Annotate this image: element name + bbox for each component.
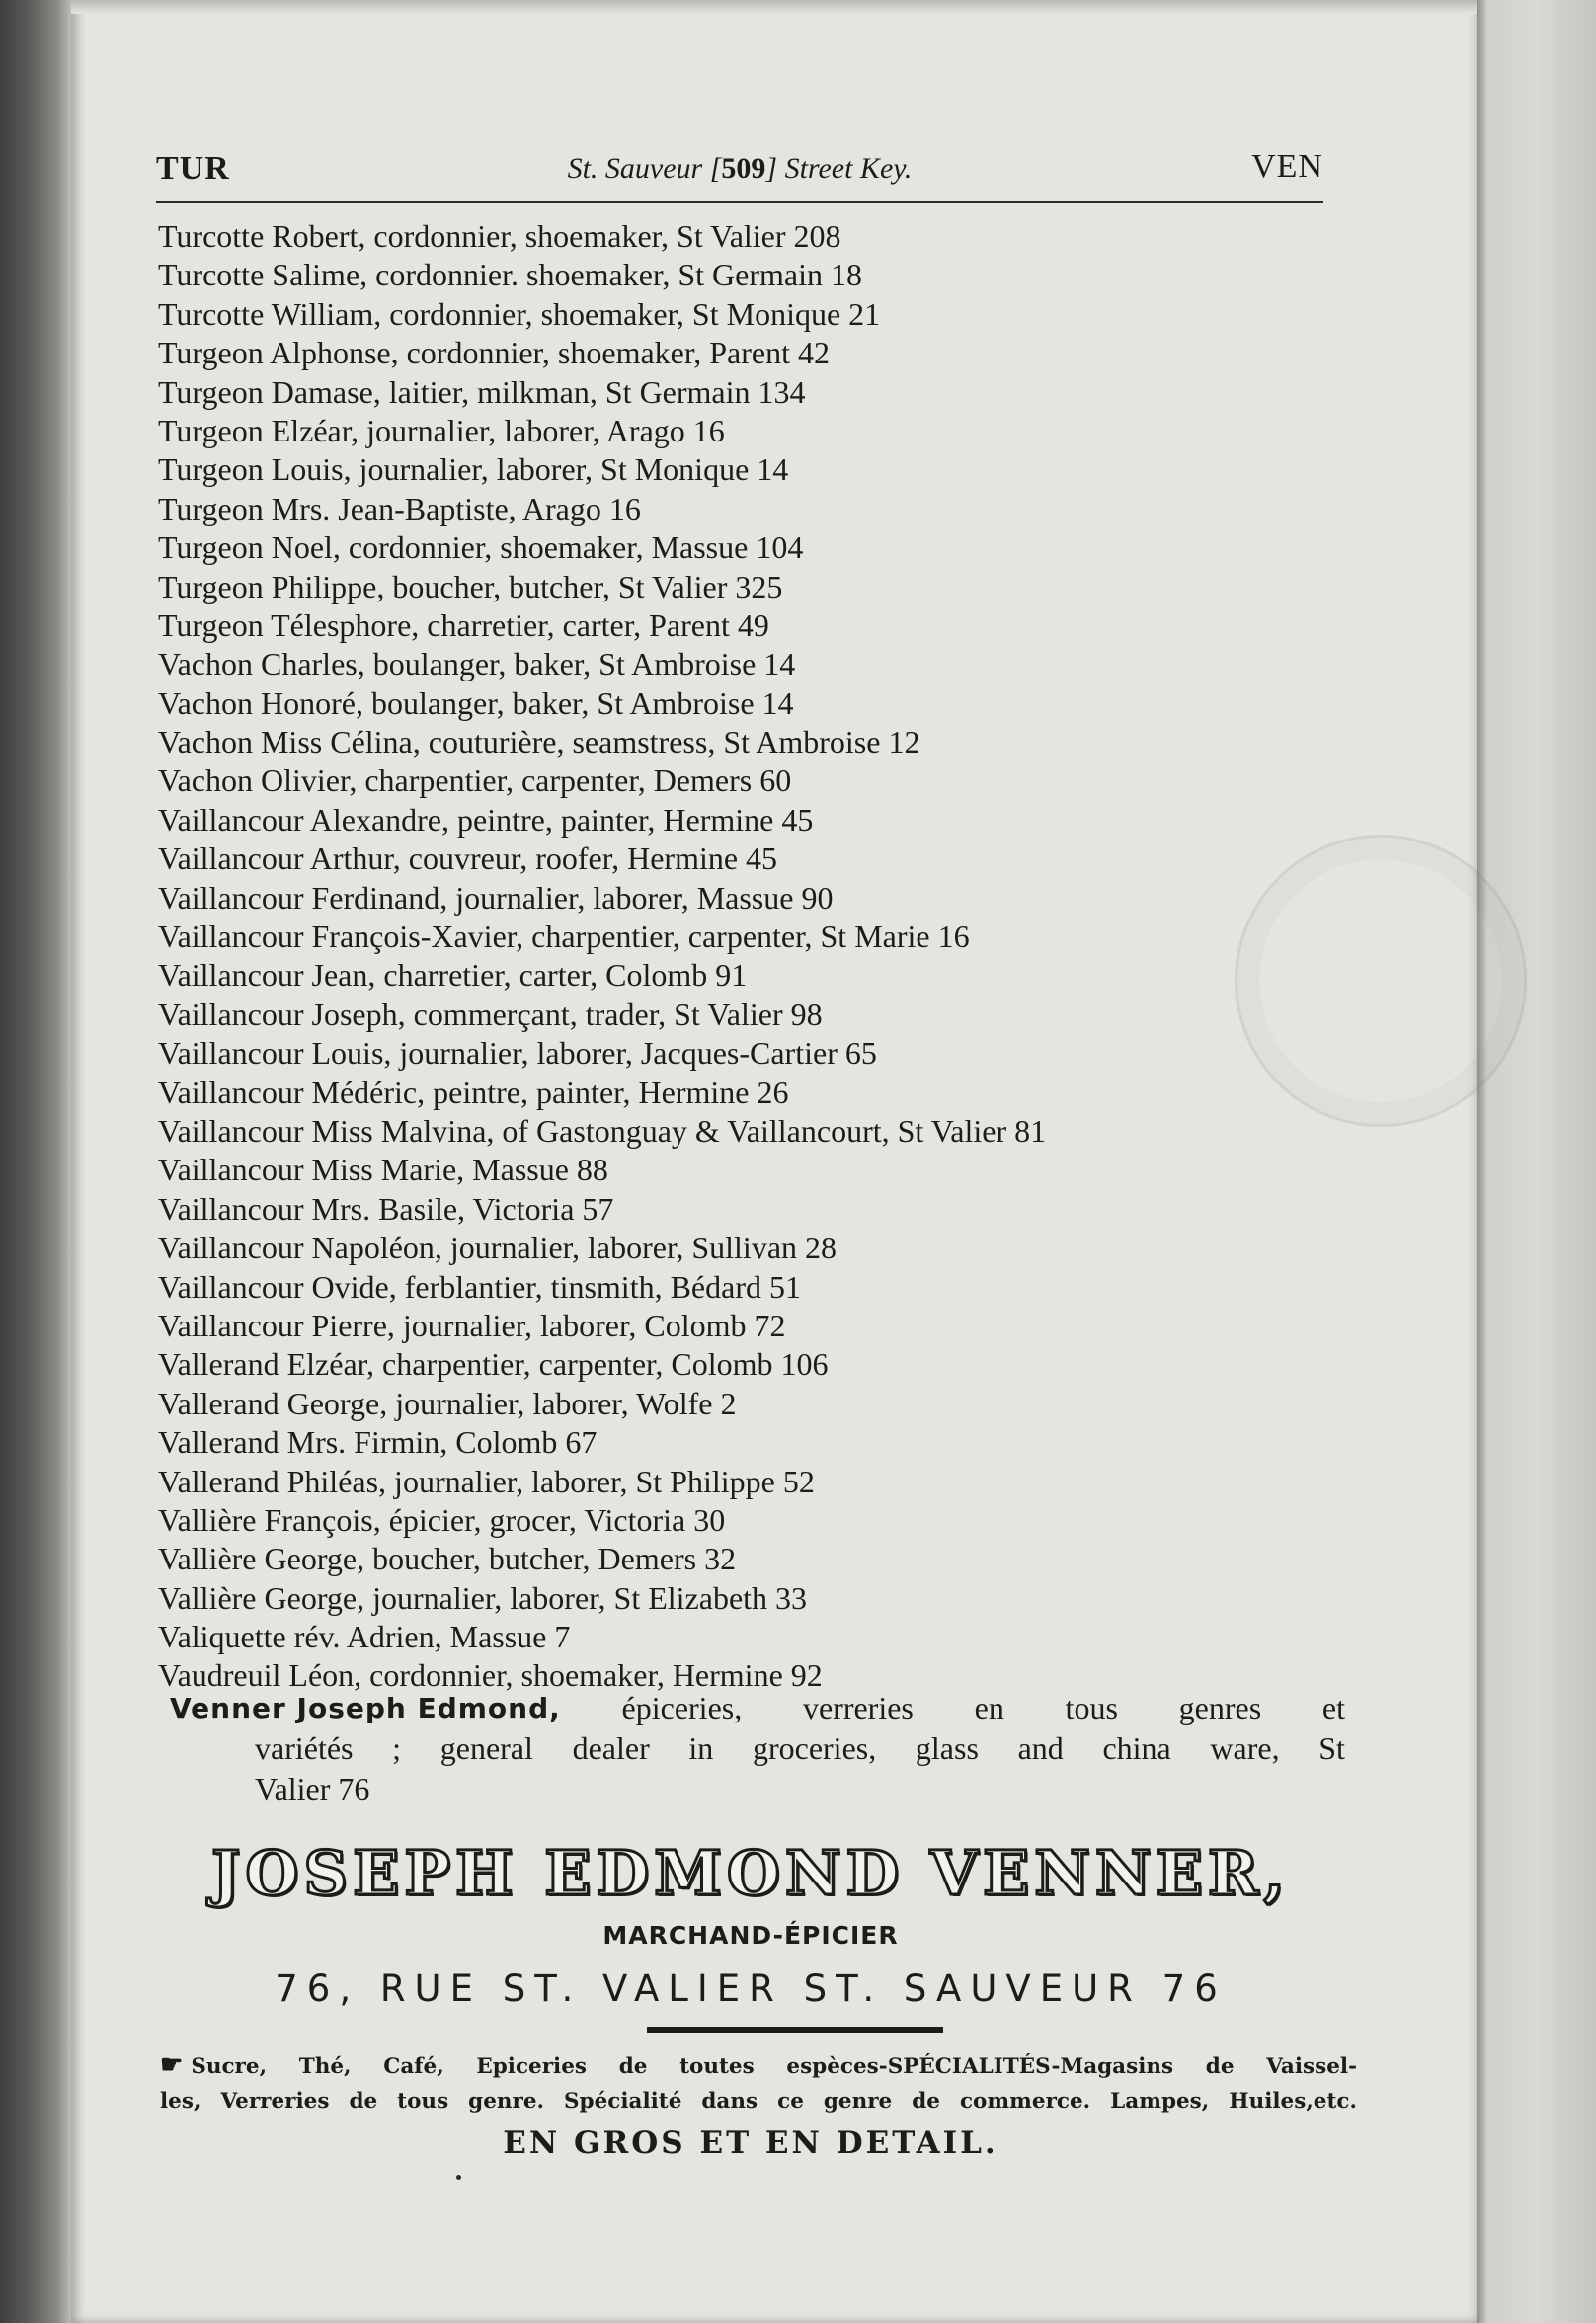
venner-entry-line-1 bbox=[170, 1688, 1345, 1728]
venner-entry-word: in bbox=[688, 1730, 714, 1766]
directory-entry: Vaillancour Miss Marie, Massue 88 bbox=[158, 1152, 608, 1188]
venner-entry-word: groceries, bbox=[752, 1730, 877, 1766]
ad-description-line-2: les, Verreries de tous genre. Spécialité dans ce genre de commerce. Lampes, Huiles,etc. bbox=[160, 2089, 1357, 2114]
ad-description-line-1: ☛ Sucre, Thé, Café, Epiceries de toutes espèces-SPÉCIALITÉS-Magasins de Vaissel- bbox=[160, 2050, 1357, 2080]
directory-entry: Turgeon Philippe, boucher, butcher, St Valier 325 bbox=[158, 568, 783, 604]
directory-entry: Vallerand Mrs. Firmin, Colomb 67 bbox=[158, 1424, 598, 1461]
venner-entry-name: Venner Joseph Edmond, bbox=[170, 1692, 561, 1724]
directory-entry: Vachon Olivier, charpentier, carpenter, Demers 60 bbox=[158, 762, 792, 799]
directory-entry: Turgeon Alphonse, cordonnier, shoemaker, Parent 42 bbox=[158, 335, 830, 371]
directory-entry: Vaillancour François-Xavier, charpentier, carpenter, St Marie 16 bbox=[158, 919, 970, 955]
directory-entry: Turcotte Robert, cordonnier, shoemaker, St Valier 208 bbox=[158, 218, 841, 254]
directory-entry: Vallerand Elzéar, charpentier, carpenter, Colomb 106 bbox=[158, 1346, 829, 1383]
directory-entry: Turgeon Louis, journalier, laborer, St Monique 14 bbox=[158, 451, 789, 488]
directory-entry: Turgeon Elzéar, journalier, laborer, Arago 16 bbox=[158, 412, 725, 448]
page-number: 509 bbox=[721, 152, 766, 185]
directory-entry: Vallerand Philéas, journalier, laborer, St Philippe 52 bbox=[158, 1463, 815, 1499]
venner-entry-line-2 bbox=[170, 1728, 1345, 1769]
venner-entry-word: genres bbox=[1178, 1690, 1262, 1725]
directory-entry: Turgeon Mrs. Jean-Baptiste, Arago 16 bbox=[158, 490, 641, 526]
directory-entry: Vachon Honoré, boulanger, baker, St Ambroise 14 bbox=[158, 684, 794, 721]
directory-entry: Vallière François, épicier, grocer, Victoria 30 bbox=[158, 1501, 726, 1538]
next-page-edge bbox=[1477, 0, 1596, 2323]
directory-entry: Vallière George, journalier, laborer, St Elizabeth 33 bbox=[158, 1579, 808, 1616]
venner-entry-word: glass bbox=[915, 1730, 979, 1766]
ad-address: 76, RUE ST. VALIER ST. SAUVEUR 76 bbox=[275, 1967, 1227, 2010]
ad-subtitle: MARCHAND-ÉPICIER bbox=[602, 1921, 899, 1950]
venner-entry-word: et bbox=[1321, 1690, 1345, 1725]
directory-entry: Vaillancour Jean, charretier, carter, Colomb 91 bbox=[158, 957, 748, 994]
pointing-hand-icon: ☛ bbox=[160, 2050, 184, 2080]
directory-entry: Vaillancour Ferdinand, journalier, laborer, Massue 90 bbox=[158, 879, 834, 916]
directory-entries bbox=[158, 217, 1353, 1696]
venner-entry-word: general bbox=[439, 1730, 533, 1766]
directory-entry: Vaillancour Miss Malvina, of Gastonguay & Vaillancourt, St Valier 81 bbox=[158, 1112, 1047, 1149]
venner-entry-word: china bbox=[1102, 1730, 1171, 1766]
header-title bbox=[156, 152, 1323, 186]
directory-entry: Vachon Charles, boulanger, baker, St Ambroise 14 bbox=[158, 646, 796, 682]
venner-entry-word: ; bbox=[392, 1730, 402, 1766]
directory-entry: Vaillancour Napoléon, journalier, laborer, Sullivan 28 bbox=[158, 1230, 838, 1266]
directory-entry: Vallerand George, journalier, laborer, Wolfe 2 bbox=[158, 1385, 737, 1421]
directory-entry: Vaillancour Alexandre, peintre, painter, Hermine 45 bbox=[158, 801, 814, 838]
header-title-suffix: ] Street Key. bbox=[765, 152, 913, 185]
header-left-guide: TUR bbox=[156, 150, 230, 187]
directory-entry: Vachon Miss Célina, couturière, seamstress, St Ambroise 12 bbox=[158, 724, 920, 761]
venner-entry-word: verreries bbox=[802, 1690, 914, 1725]
directory-entry: Turcotte William, cordonnier, shoemaker, St Monique 21 bbox=[158, 295, 881, 332]
venner-entry bbox=[170, 1688, 1345, 1809]
venner-entry-word: tous bbox=[1065, 1690, 1118, 1725]
venner-entry-word: dealer bbox=[572, 1730, 650, 1766]
venner-entry-word: épiceries, bbox=[621, 1690, 743, 1725]
directory-entry: Vaillancour Louis, journalier, laborer, Jacques-Cartier 65 bbox=[158, 1035, 877, 1072]
ad-footer: EN GROS ET EN DETAIL. bbox=[503, 2125, 998, 2161]
venner-entry-word: en bbox=[974, 1690, 1004, 1725]
venner-entry-line-3: Valier 76 bbox=[255, 1771, 370, 1806]
directory-entry: Vaillancour Joseph, commerçant, trader, St Valier 98 bbox=[158, 996, 823, 1032]
header-title-prefix: St. Sauveur [ bbox=[567, 152, 722, 185]
directory-entry: Vaillancour Arthur, couvreur, roofer, Hermine 45 bbox=[158, 841, 778, 877]
running-header bbox=[156, 146, 1323, 203]
directory-entry: Valiquette rév. Adrien, Massue 7 bbox=[158, 1619, 571, 1655]
directory-entry: Vallière George, boucher, butcher, Demers 32 bbox=[158, 1541, 737, 1577]
ad-description bbox=[160, 2048, 1357, 2119]
ad-divider bbox=[647, 2027, 943, 2033]
header-right-guide: VEN bbox=[1251, 148, 1323, 185]
venner-entry-word: ware, bbox=[1210, 1730, 1280, 1766]
directory-entry: Turgeon Télesphore, charretier, carter, Parent 49 bbox=[158, 606, 769, 643]
directory-entry: Vaillancour Médéric, peintre, painter, Hermine 26 bbox=[158, 1074, 789, 1110]
book-binding-edge bbox=[0, 0, 71, 2323]
page-top-edge bbox=[71, 0, 1477, 14]
venner-entry-word: and bbox=[1017, 1730, 1064, 1766]
directory-entry: Turgeon Noel, cordonnier, shoemaker, Massue 104 bbox=[158, 529, 804, 566]
print-dot bbox=[456, 2175, 461, 2180]
ad-title: JOSEPH EDMOND VENNER, bbox=[211, 1837, 1290, 1909]
venner-entry-word: St bbox=[1318, 1730, 1345, 1766]
venner-entry-word: variétés bbox=[255, 1730, 354, 1766]
directory-entry: Vaillancour Mrs. Basile, Victoria 57 bbox=[158, 1190, 614, 1227]
directory-entry: Vaillancour Ovide, ferblantier, tinsmith, Bédard 51 bbox=[158, 1268, 801, 1305]
directory-entry: Turgeon Damase, laitier, milkman, St Germain 134 bbox=[158, 373, 806, 410]
directory-entry: Vaillancour Pierre, journalier, laborer, Colomb 72 bbox=[158, 1307, 786, 1343]
directory-entry: Vaudreuil Léon, cordonnier, shoemaker, Hermine 92 bbox=[158, 1657, 823, 1694]
directory-entry: Turcotte Salime, cordonnier. shoemaker, St Germain 18 bbox=[158, 257, 862, 293]
